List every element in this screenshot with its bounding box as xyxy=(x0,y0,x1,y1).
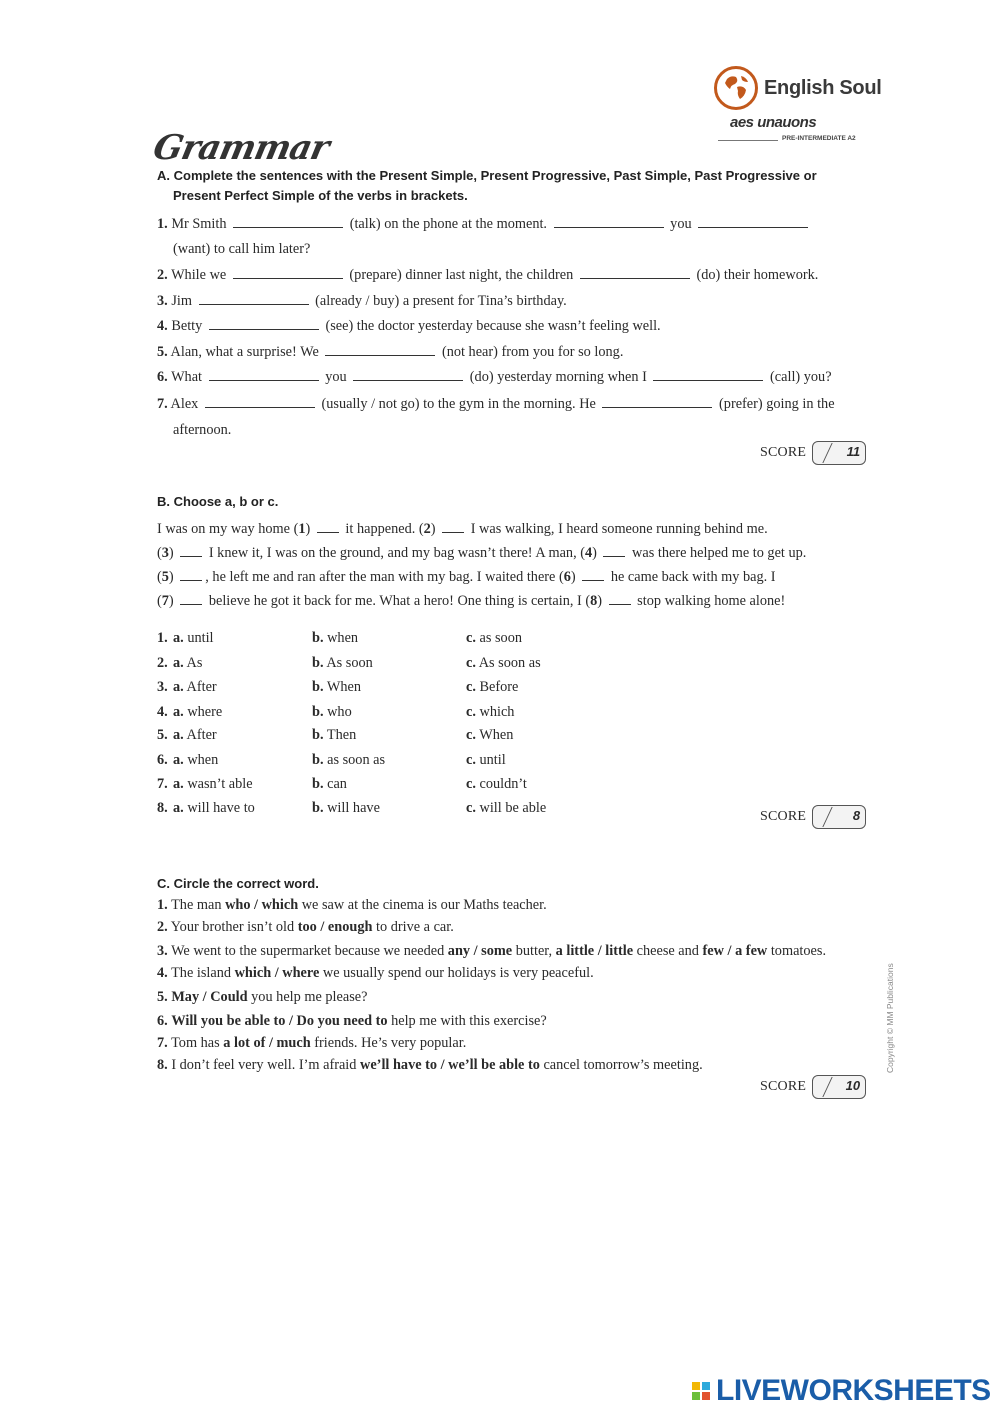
option-text: when xyxy=(327,630,359,646)
option-number xyxy=(157,798,168,818)
passage-text: I was on my way home ( xyxy=(157,521,299,537)
gap-blank[interactable] xyxy=(603,544,625,557)
option-text: as soon as xyxy=(327,752,386,768)
item-text: (call) you? xyxy=(770,369,832,385)
score-label: SCORE xyxy=(760,809,807,824)
item-text: (talk) on the phone at the moment. xyxy=(349,216,548,232)
item-number: 6. xyxy=(157,1013,168,1029)
score-box-b xyxy=(760,805,866,829)
answer-blank[interactable] xyxy=(698,215,808,228)
list-item xyxy=(157,941,826,961)
answer-blank[interactable] xyxy=(325,343,435,356)
item-text: we saw at the cinema is our Maths teacher. xyxy=(298,897,547,913)
gap-blank[interactable] xyxy=(180,568,202,581)
option-number xyxy=(157,774,168,794)
score-field[interactable] xyxy=(812,805,866,829)
option-letter: c. xyxy=(466,704,476,720)
item-number: 7. xyxy=(157,1035,168,1051)
score-total: 11 xyxy=(846,444,861,459)
option-text: when xyxy=(187,752,219,768)
option-number-text: 6. xyxy=(157,752,168,768)
option-number-text: 4. xyxy=(157,704,168,720)
word-choice[interactable]: who / which xyxy=(225,897,299,913)
option-letter: b. xyxy=(312,727,324,743)
page-title: Grammar xyxy=(149,128,333,168)
option-a[interactable] xyxy=(173,798,255,818)
item-number: 1. xyxy=(157,897,168,913)
item-text: (prefer) going in the xyxy=(719,396,835,412)
option-letter: a. xyxy=(173,752,184,768)
item-number: 2. xyxy=(157,267,168,283)
list-item xyxy=(157,987,367,1007)
option-text: Before xyxy=(479,679,519,695)
list-item xyxy=(157,1055,703,1075)
passage-text: ( xyxy=(157,569,162,585)
option-b[interactable] xyxy=(312,774,347,794)
item-text: help me with this exercise? xyxy=(387,1013,547,1029)
item-text: you help me please? xyxy=(247,989,368,1005)
option-letter: b. xyxy=(312,630,324,646)
answer-blank[interactable] xyxy=(205,395,315,408)
passage-line xyxy=(157,543,806,563)
gap-blank[interactable] xyxy=(442,520,464,533)
option-c[interactable] xyxy=(466,750,506,770)
globe-icon xyxy=(714,66,758,110)
answer-blank[interactable] xyxy=(209,368,319,381)
score-field[interactable] xyxy=(812,1075,866,1099)
option-a[interactable] xyxy=(173,750,218,770)
option-text: As xyxy=(186,655,203,671)
word-choice[interactable]: we’ll have to / we’ll be able to xyxy=(360,1057,540,1073)
option-letter: b. xyxy=(312,655,324,671)
option-letter: c. xyxy=(466,655,476,671)
answer-blank[interactable] xyxy=(233,215,343,228)
item-number: 3. xyxy=(157,943,168,959)
option-letter: c. xyxy=(466,679,476,695)
passage-text: ( xyxy=(157,593,162,609)
answer-blank[interactable] xyxy=(602,395,712,408)
passage-text: was there helped me to get up. xyxy=(628,545,807,561)
option-a[interactable] xyxy=(173,702,222,722)
item-text: Alan, what a surprise! We xyxy=(170,344,319,360)
item-text: What xyxy=(171,369,203,385)
section-b-instruction: B. Choose a, b or c. xyxy=(157,494,279,509)
option-b[interactable] xyxy=(312,653,373,673)
item-text: (not hear) from you for so long. xyxy=(441,344,624,360)
option-letter: c. xyxy=(466,630,476,646)
passage-line xyxy=(157,591,785,611)
gap-number: 6 xyxy=(563,569,571,585)
item-number: 2. xyxy=(157,919,168,935)
option-letter: a. xyxy=(173,630,184,646)
option-a[interactable] xyxy=(173,653,202,673)
option-letter: a. xyxy=(173,800,184,816)
score-box-c xyxy=(760,1075,866,1099)
option-c[interactable] xyxy=(466,628,522,648)
score-box-a xyxy=(760,441,866,465)
option-text: which xyxy=(479,704,515,720)
word-choice[interactable]: a lot of / much xyxy=(223,1035,311,1051)
item-number: 8. xyxy=(157,1057,168,1073)
option-c[interactable] xyxy=(466,677,518,697)
option-b[interactable] xyxy=(312,628,358,648)
option-number xyxy=(157,702,168,722)
option-text: where xyxy=(187,704,223,720)
answer-blank[interactable] xyxy=(233,266,343,279)
gap-number: 5 xyxy=(161,569,169,585)
gap-blank[interactable] xyxy=(317,520,339,533)
option-number-text: 3. xyxy=(157,679,168,695)
passage-text: , he left me and ran after the man with my bag. I waited there ( xyxy=(205,569,564,585)
option-c[interactable] xyxy=(466,798,546,818)
item-text: you xyxy=(670,216,692,232)
answer-blank[interactable] xyxy=(580,266,690,279)
option-a[interactable] xyxy=(173,677,217,697)
list-item xyxy=(157,895,547,915)
item-text: Betty xyxy=(171,318,203,334)
list-item-continued: (want) to call him later? xyxy=(173,241,311,257)
item-text: (do) their homework. xyxy=(696,267,819,283)
item-text: We went to the supermarket because we needed xyxy=(171,943,448,959)
option-letter: b. xyxy=(312,679,324,695)
option-text: When xyxy=(479,727,514,743)
item-text: cancel tomorrow’s meeting. xyxy=(539,1057,703,1073)
option-number-text: 8. xyxy=(157,800,168,816)
item-number: 6. xyxy=(157,369,168,385)
option-text: will have xyxy=(327,800,380,816)
option-letter: c. xyxy=(466,800,476,816)
passage-text: it happened. ( xyxy=(341,521,424,537)
option-text: as soon xyxy=(479,630,522,646)
item-text: The man xyxy=(171,897,226,913)
passage-line xyxy=(157,519,768,539)
item-text: Your brother isn’t old xyxy=(170,919,298,935)
section-c-instruction: C. Circle the correct word. xyxy=(157,876,319,891)
item-text: (prepare) dinner last night, the children xyxy=(349,267,574,283)
item-text: Mr Smith xyxy=(171,216,227,232)
option-c[interactable] xyxy=(466,725,513,745)
item-text: (see) the doctor yesterday because she wasn’t feeling well. xyxy=(325,318,661,334)
brand-level: PRE-INTERMEDIATE A2 xyxy=(782,135,856,142)
item-text: friends. He’s very popular. xyxy=(310,1035,467,1051)
option-text: wasn’t able xyxy=(187,776,253,792)
option-b[interactable] xyxy=(312,798,380,818)
passage-text: stop walking home alone! xyxy=(633,593,786,609)
word-choice[interactable]: too / enough xyxy=(297,919,373,935)
word-choice[interactable]: few / a few xyxy=(702,943,768,959)
passage-text: he came back with my bag. I xyxy=(607,569,776,585)
gap-number: 4 xyxy=(584,545,593,561)
answer-blank[interactable] xyxy=(199,292,309,305)
option-text: As soon xyxy=(326,655,373,671)
option-a[interactable] xyxy=(173,628,214,648)
copyright-text: Copyright © MM Publications xyxy=(885,963,895,1073)
option-text: will be able xyxy=(479,800,547,816)
option-letter: c. xyxy=(466,752,476,768)
item-text: tomatoes. xyxy=(767,943,827,959)
item-text: butter, xyxy=(512,943,556,959)
item-number: 4. xyxy=(157,965,168,981)
option-letter: b. xyxy=(312,776,324,792)
item-text: we usually spend our holidays is very peaceful. xyxy=(319,965,594,981)
item-number: 5. xyxy=(157,989,168,1005)
list-item xyxy=(157,963,594,983)
liveworksheets-icon xyxy=(692,1382,710,1400)
option-text: When xyxy=(326,679,361,695)
option-number xyxy=(157,628,168,648)
option-b[interactable] xyxy=(312,750,385,770)
list-item xyxy=(157,342,623,362)
item-number: 7. xyxy=(157,396,168,412)
option-text: until xyxy=(187,630,214,646)
option-letter: b. xyxy=(312,800,324,816)
score-label: SCORE xyxy=(760,445,807,460)
item-text: (do) yesterday morning when I xyxy=(469,369,647,385)
item-text: I don’t feel very well. I’m afraid xyxy=(171,1057,361,1073)
option-letter: a. xyxy=(173,776,184,792)
list-item xyxy=(157,394,835,414)
list-item xyxy=(157,265,818,285)
gap-number: 3 xyxy=(161,545,169,561)
item-text: cheese and xyxy=(633,943,703,959)
section-a-instruction: A. Complete the sentences with the Present Simple, Present Progressive, Past Simple, Past Progressive or xyxy=(157,168,817,183)
option-number xyxy=(157,725,168,745)
option-a[interactable] xyxy=(173,725,217,745)
item-number: 1. xyxy=(157,216,168,232)
gap-number: 2 xyxy=(423,521,431,537)
score-total: 10 xyxy=(845,1078,861,1093)
answer-blank[interactable] xyxy=(209,317,319,330)
word-choice[interactable]: Will you be able to / Do you need to xyxy=(171,1013,388,1029)
option-letter: a. xyxy=(173,655,184,671)
option-letter: b. xyxy=(312,704,324,720)
list-item xyxy=(157,1011,547,1031)
option-number-text: 1. xyxy=(157,630,168,646)
gap-blank[interactable] xyxy=(180,592,202,605)
option-letter: c. xyxy=(466,776,476,792)
passage-text: ) xyxy=(168,593,178,609)
brand-divider xyxy=(718,140,778,141)
score-total: 8 xyxy=(852,808,861,823)
option-a[interactable] xyxy=(173,774,253,794)
option-b[interactable] xyxy=(312,677,361,697)
option-letter: a. xyxy=(173,727,184,743)
item-text: to drive a car. xyxy=(372,919,454,935)
answer-blank[interactable] xyxy=(353,368,463,381)
option-letter: c. xyxy=(466,727,476,743)
passage-text: ) xyxy=(592,545,601,561)
option-c[interactable] xyxy=(466,653,541,673)
gap-blank[interactable] xyxy=(180,544,202,557)
passage-text: ) xyxy=(168,569,178,585)
option-c[interactable] xyxy=(466,774,527,794)
option-text: can xyxy=(327,776,347,792)
passage-text: I was walking, I heard someone running behind me. xyxy=(467,521,768,537)
option-text: until xyxy=(479,752,506,768)
list-item xyxy=(157,214,811,234)
passage-text: ) xyxy=(570,569,580,585)
brand-subtitle: aes unauons xyxy=(730,114,817,131)
passage-text: ( xyxy=(157,545,162,561)
option-number xyxy=(157,653,168,673)
list-item xyxy=(157,291,567,311)
item-text: you xyxy=(325,369,347,385)
option-c[interactable] xyxy=(466,702,514,722)
list-item xyxy=(157,316,661,336)
passage-text: ) xyxy=(430,521,440,537)
gap-blank[interactable] xyxy=(609,592,631,605)
list-item xyxy=(157,1033,466,1053)
gap-blank[interactable] xyxy=(582,568,604,581)
option-b[interactable] xyxy=(312,725,356,745)
option-text: Then xyxy=(326,727,357,743)
option-number-text: 7. xyxy=(157,776,168,792)
item-text: Tom has xyxy=(171,1035,224,1051)
passage-text: I knew it, I was on the ground, and my bag wasn’t there! A man, ( xyxy=(205,545,585,561)
list-item xyxy=(157,917,454,937)
option-text: couldn’t xyxy=(479,776,527,792)
passage-line xyxy=(157,567,776,587)
option-number xyxy=(157,677,168,697)
item-text: Alex xyxy=(170,396,199,412)
passage-text: ) xyxy=(305,521,314,537)
option-b[interactable] xyxy=(312,702,352,722)
item-text: The island xyxy=(171,965,235,981)
passage-text: believe he got it back for me. What a hero! One thing is certain, I ( xyxy=(205,593,591,609)
item-text: While we xyxy=(171,267,227,283)
item-text: (already / buy) a present for Tina’s birthday. xyxy=(315,293,567,309)
gap-number: 1 xyxy=(298,521,306,537)
gap-number: 7 xyxy=(161,593,169,609)
option-text: who xyxy=(327,704,352,720)
score-field[interactable] xyxy=(812,441,866,465)
item-text: Jim xyxy=(171,293,192,309)
word-choice[interactable]: May / Could xyxy=(171,989,248,1005)
option-number-text: 2. xyxy=(157,655,168,671)
option-text: After xyxy=(186,679,217,695)
item-number: 5. xyxy=(157,344,168,360)
brand-name: English Soul xyxy=(764,76,882,99)
passage-text: ) xyxy=(168,545,178,561)
score-label: SCORE xyxy=(760,1079,807,1094)
item-text: (usually / not go) to the gym in the morning. He xyxy=(321,396,596,412)
item-number: 3. xyxy=(157,293,168,309)
answer-blank[interactable] xyxy=(554,215,664,228)
word-choice[interactable]: a little / little xyxy=(555,943,634,959)
list-item xyxy=(157,367,832,387)
option-letter: a. xyxy=(173,704,184,720)
brand-logo xyxy=(714,66,882,110)
option-text: After xyxy=(186,727,217,743)
section-a-instruction-2: Present Perfect Simple of the verbs in brackets. xyxy=(173,188,468,203)
passage-text: ) xyxy=(597,593,606,609)
option-letter: a. xyxy=(173,679,184,695)
word-choice[interactable]: any / some xyxy=(447,943,513,959)
answer-blank[interactable] xyxy=(653,368,763,381)
gap-number: 8 xyxy=(590,593,598,609)
option-number-text: 5. xyxy=(157,727,168,743)
option-text: will have to xyxy=(187,800,255,816)
option-number xyxy=(157,750,168,770)
item-number: 4. xyxy=(157,318,168,334)
option-text: As soon as xyxy=(478,655,541,671)
word-choice[interactable]: which / where xyxy=(234,965,320,981)
liveworksheets-text: LIVEWORKSHEETS xyxy=(716,1374,991,1407)
option-letter: b. xyxy=(312,752,324,768)
list-item-continued: afternoon. xyxy=(173,422,232,438)
liveworksheets-logo xyxy=(692,1374,991,1408)
